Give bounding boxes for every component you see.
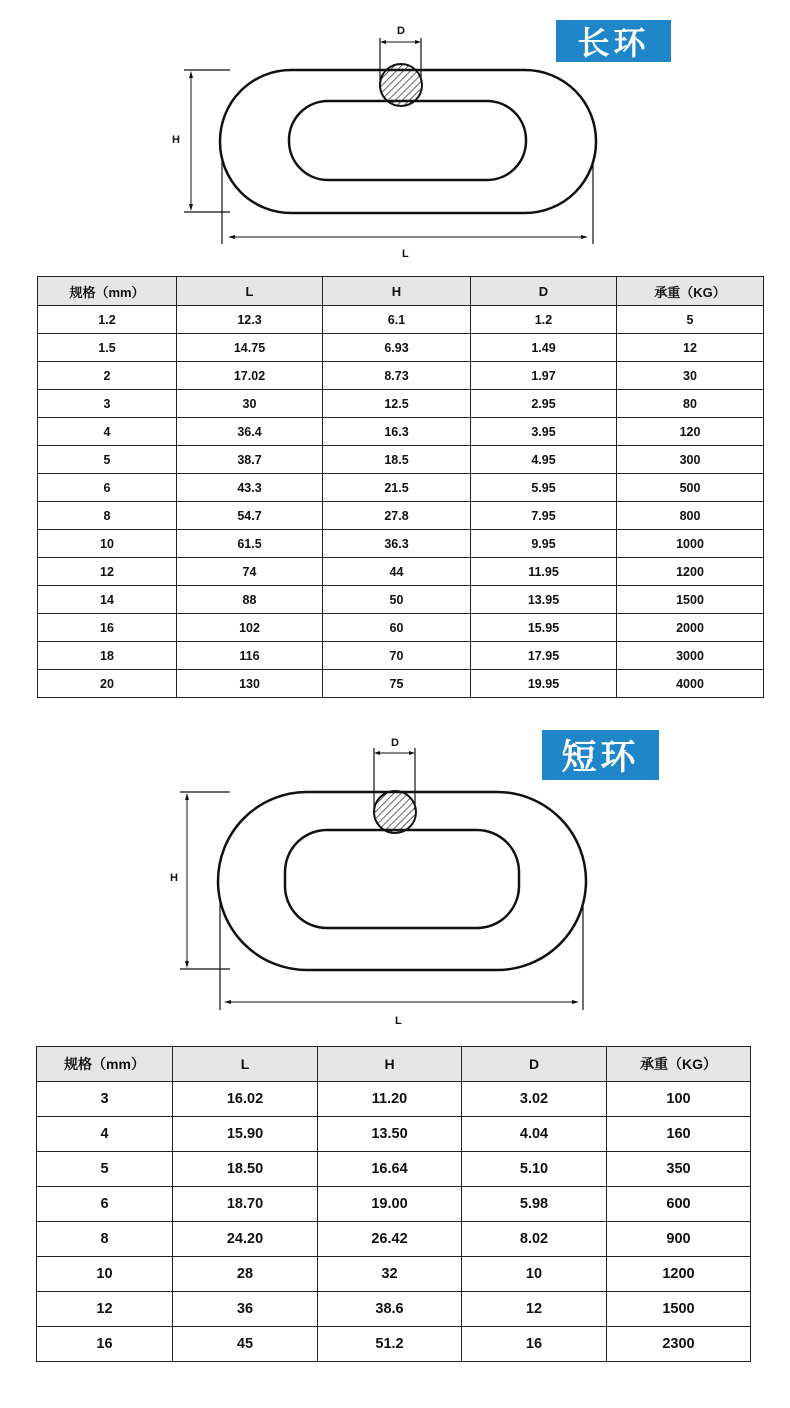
long-cell-spec: 14 [38,586,177,614]
long-header-load: 承重（KG） [617,277,764,306]
long-cell-l: 130 [177,670,323,698]
long-cell-load: 5 [617,306,764,334]
long-l-label: L [402,248,409,260]
table-row [38,446,764,474]
long-cell-load: 12 [617,334,764,362]
short-d-label: D [391,737,399,749]
long-cell-h: 12.5 [323,390,471,418]
long-cell-load: 1200 [617,558,764,586]
long-cell-spec: 8 [38,502,177,530]
short-cell-l: 15.90 [173,1117,318,1152]
short-cell-spec: 5 [37,1152,173,1187]
short-cell-l: 18.50 [173,1152,318,1187]
long-cell-load: 1500 [617,586,764,614]
table-row [38,362,764,390]
short-cell-h: 13.50 [318,1117,462,1152]
long-cell-h: 36.3 [323,530,471,558]
short-header-l: L [173,1047,318,1082]
long-cell-spec: 1.2 [38,306,177,334]
short-cell-d: 3.02 [462,1082,607,1117]
long-cell-load: 30 [617,362,764,390]
long-cell-spec: 10 [38,530,177,558]
long-cell-spec: 1.5 [38,334,177,362]
long-cell-l: 14.75 [177,334,323,362]
long-cell-h: 21.5 [323,474,471,502]
long-cell-d: 2.95 [471,390,617,418]
long-cell-load: 4000 [617,670,764,698]
long-cell-h: 6.1 [323,306,471,334]
short-cell-l: 16.02 [173,1082,318,1117]
long-cell-spec: 5 [38,446,177,474]
long-cell-h: 18.5 [323,446,471,474]
short-cell-d: 10 [462,1257,607,1292]
long-cell-l: 36.4 [177,418,323,446]
long-cell-spec: 3 [38,390,177,418]
long-ring-title: 长环 [556,20,671,62]
table-row [37,1292,751,1327]
long-cell-d: 15.95 [471,614,617,642]
short-cell-load: 1200 [607,1257,751,1292]
long-cell-load: 300 [617,446,764,474]
short-header-h: H [318,1047,462,1082]
long-d-label: D [397,25,405,37]
table-row [37,1117,751,1152]
short-cell-d: 8.02 [462,1222,607,1257]
long-cell-l: 102 [177,614,323,642]
short-cell-h: 32 [318,1257,462,1292]
long-cell-l: 116 [177,642,323,670]
short-cell-l: 28 [173,1257,318,1292]
long-cell-d: 4.95 [471,446,617,474]
long-cell-spec: 20 [38,670,177,698]
short-cell-spec: 10 [37,1257,173,1292]
table-row [38,614,764,642]
long-cell-load: 2000 [617,614,764,642]
table-row [37,1082,751,1117]
table-row [38,530,764,558]
short-cell-load: 600 [607,1187,751,1222]
long-cell-load: 80 [617,390,764,418]
long-cell-h: 75 [323,670,471,698]
long-cell-load: 120 [617,418,764,446]
long-cell-h: 50 [323,586,471,614]
short-ring-inner [285,830,519,928]
short-cell-load: 2300 [607,1327,751,1362]
short-ring-section [0,720,790,1408]
long-cell-spec: 12 [38,558,177,586]
short-header-d: D [462,1047,607,1082]
table-row [37,1327,751,1362]
long-cell-load: 800 [617,502,764,530]
short-ring-section-circle [374,791,416,833]
long-cell-d: 11.95 [471,558,617,586]
table-row [38,558,764,586]
long-cell-l: 38.7 [177,446,323,474]
table-row [37,1152,751,1187]
short-cell-d: 5.10 [462,1152,607,1187]
long-cell-load: 3000 [617,642,764,670]
short-table-header-row [37,1047,751,1082]
table-row [37,1257,751,1292]
short-cell-l: 18.70 [173,1187,318,1222]
short-cell-h: 19.00 [318,1187,462,1222]
long-cell-d: 7.95 [471,502,617,530]
long-cell-h: 16.3 [323,418,471,446]
short-ring-diagram [0,720,790,1040]
short-cell-h: 11.20 [318,1082,462,1117]
long-cell-l: 43.3 [177,474,323,502]
long-table-header-row [38,277,764,306]
long-cell-l: 12.3 [177,306,323,334]
short-cell-spec: 6 [37,1187,173,1222]
long-cell-d: 19.95 [471,670,617,698]
table-row [38,390,764,418]
long-cell-d: 1.97 [471,362,617,390]
long-cell-spec: 6 [38,474,177,502]
long-cell-d: 13.95 [471,586,617,614]
long-cell-d: 5.95 [471,474,617,502]
long-cell-spec: 18 [38,642,177,670]
short-cell-d: 4.04 [462,1117,607,1152]
long-cell-spec: 16 [38,614,177,642]
short-cell-h: 38.6 [318,1292,462,1327]
long-cell-l: 61.5 [177,530,323,558]
long-cell-d: 17.95 [471,642,617,670]
table-row [37,1187,751,1222]
long-cell-h: 44 [323,558,471,586]
long-cell-h: 8.73 [323,362,471,390]
short-ring-title: 短环 [542,730,659,780]
long-cell-l: 17.02 [177,362,323,390]
long-cell-load: 500 [617,474,764,502]
long-cell-l: 88 [177,586,323,614]
table-row [38,334,764,362]
long-ring-diagram [0,0,790,270]
long-ring-section-circle [380,64,422,106]
long-header-d: D [471,277,617,306]
long-h-label: H [172,134,180,146]
long-cell-d: 1.2 [471,306,617,334]
long-cell-d: 1.49 [471,334,617,362]
long-header-h: H [323,277,471,306]
long-header-l: L [177,277,323,306]
short-cell-l: 24.20 [173,1222,318,1257]
short-cell-spec: 12 [37,1292,173,1327]
short-cell-load: 1500 [607,1292,751,1327]
short-cell-d: 12 [462,1292,607,1327]
long-cell-spec: 2 [38,362,177,390]
short-cell-load: 100 [607,1082,751,1117]
table-row [38,418,764,446]
short-cell-spec: 4 [37,1117,173,1152]
short-cell-l: 36 [173,1292,318,1327]
short-cell-load: 160 [607,1117,751,1152]
long-cell-l: 54.7 [177,502,323,530]
long-cell-spec: 4 [38,418,177,446]
short-cell-spec: 16 [37,1327,173,1362]
short-cell-spec: 8 [37,1222,173,1257]
long-ring-inner [289,101,526,180]
short-cell-h: 26.42 [318,1222,462,1257]
short-h-label: H [170,872,178,884]
long-cell-l: 74 [177,558,323,586]
short-cell-d: 5.98 [462,1187,607,1222]
table-row [38,306,764,334]
short-cell-load: 350 [607,1152,751,1187]
short-cell-h: 51.2 [318,1327,462,1362]
table-row [37,1222,751,1257]
long-cell-h: 6.93 [323,334,471,362]
short-header-load: 承重（KG） [607,1047,751,1082]
long-cell-d: 3.95 [471,418,617,446]
short-cell-h: 16.64 [318,1152,462,1187]
short-ring-spec-table [36,1046,751,1362]
short-header-spec: 规格（mm） [37,1047,173,1082]
table-row [38,502,764,530]
long-cell-h: 70 [323,642,471,670]
long-cell-h: 27.8 [323,502,471,530]
table-row [38,586,764,614]
long-cell-h: 60 [323,614,471,642]
short-cell-l: 45 [173,1327,318,1362]
long-cell-d: 9.95 [471,530,617,558]
short-l-label: L [395,1015,402,1027]
table-row [38,474,764,502]
short-cell-load: 900 [607,1222,751,1257]
short-cell-d: 16 [462,1327,607,1362]
long-cell-l: 30 [177,390,323,418]
long-cell-load: 1000 [617,530,764,558]
short-cell-spec: 3 [37,1082,173,1117]
table-row [38,642,764,670]
long-ring-spec-table [37,276,764,698]
table-row [38,670,764,698]
long-header-spec: 规格（mm） [38,277,177,306]
